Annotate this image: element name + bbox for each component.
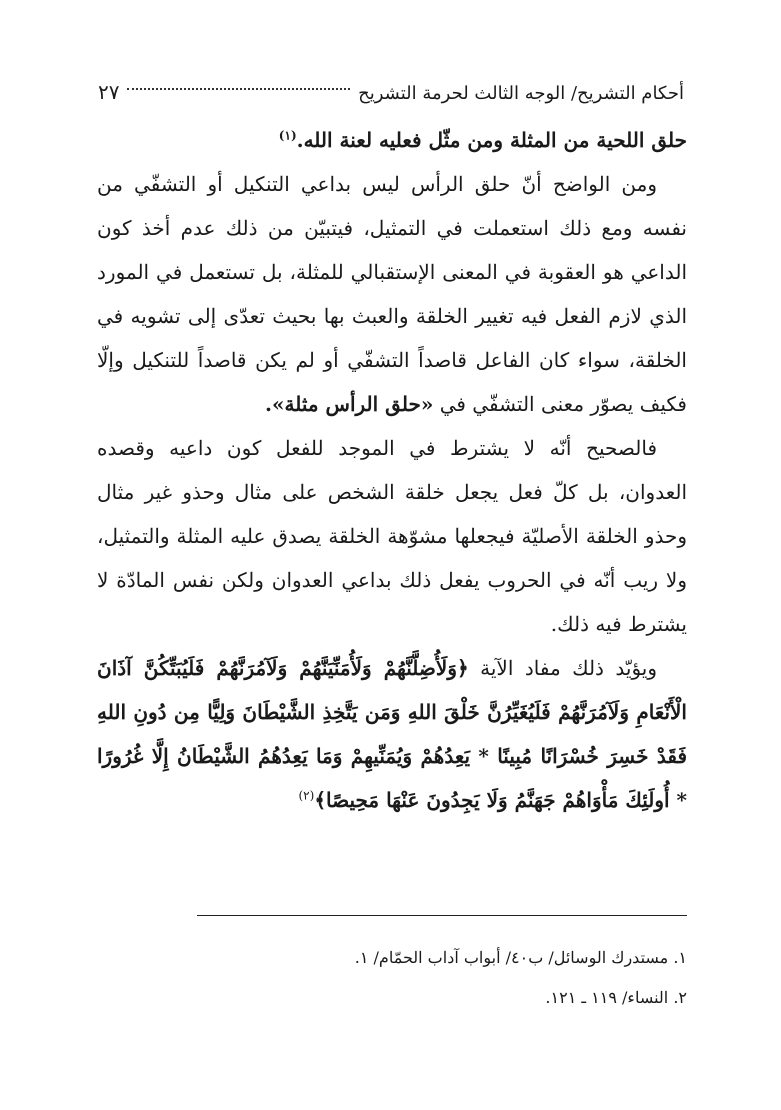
quran-verse: ﴿وَلَأُضِلَّنَّهُمْ وَلَأُمَنِّيَنَّهُمْ وَلَآمُرَنَّهُمْ فَلَيُبَتِّكُنَّ آذَانَ الْأَنْعَامِ وَلَآمُرَنَّهُمْ فَلَيُغَيِّرُنَّ خَلْقَ اللهِ وَمَن يَتَّخِذِ الشَّيْطَانَ وَلِيًّا مِن دُونِ اللهِ فَقَدْ خَسِرَ خُسْرَانًا مُبِينًا * يَعِدُهُمْ وَيُمَنِّيهِمْ وَمَا يَعِدُهُمُ الشَّيْطَانُ إِلَّا غُرُورًا * أُولَئِكَ مَأْوَاهُمْ جَهَنَّمُ وَلَا يَجِدُونَ عَنْهَا مَحِيصًا﴾ — [97, 656, 687, 812]
paragraph-1 — [97, 162, 687, 426]
footnote-ref-2: (٢) — [298, 788, 315, 803]
footnote-1: ١. مستدرك الوسائل/ ب٤٠/ أبواب آداب الحمّام/ ١. — [354, 948, 687, 967]
header-dot-leader — [127, 88, 350, 90]
running-header — [98, 74, 684, 104]
main-text — [97, 118, 687, 822]
footnote-2: ٢. النساء/ ١١٩ ـ ١٢١. — [545, 988, 687, 1007]
header-title: أحكام التشريح/ الوجه الثالث لحرمة التشريح — [358, 83, 684, 104]
footnote-ref-1: (١) — [278, 128, 297, 143]
page-number: ٢٧ — [98, 80, 120, 104]
paragraph-2: فالصحيح أنّه لا يشترط في الموجد للفعل كون داعيه وقصده العدوان، بل كلّ فعل يجعل خلقة الشخص على مثال وحذو غير مثال وحذو الخلقة الأصليّة فيجعلها مشوّهة الخلقة يصدق عليه المثلة والتمثيل، ولا ريب أنّه في الحروب يفعل ذلك بداعي العدوان ولكن نفس المادّة لا يشترط فيه ذلك. — [97, 436, 688, 636]
opening-line-text: حلق اللحية من المثلة ومن مثّل فعليه لعنة الله. — [296, 128, 687, 152]
paragraph-3 — [97, 646, 687, 822]
footnotes — [97, 938, 687, 1018]
footnote-divider — [197, 915, 687, 916]
paragraph-3-intro: ويؤيّد ذلك مفاد الآية — [480, 656, 657, 680]
paragraph-1-quote: «حلق الرأس مثلة». — [265, 392, 434, 416]
paragraph-1-text: ومن الواضح أنّ حلق الرأس ليس بداعي التنكيل أو التشفّي من نفسه ومع ذلك استعملت في التمثيل، فيتبيّن من ذلك عدم أخذ كون الداعي هو العقوبة في المعنى الإستقبالي للمثلة، بل تستعمل في المورد الذي لازم الفعل فيه تغيير الخلقة والعبث بها بحيث تعدّى إلى تشويه في الخلقة، سواء كان الفاعل قاصداً التشفّي أو لم يكن قاصداً للتنكيل وإلّا فكيف يصوّر معنى التشفّي في — [97, 172, 687, 416]
opening-line — [97, 118, 687, 162]
